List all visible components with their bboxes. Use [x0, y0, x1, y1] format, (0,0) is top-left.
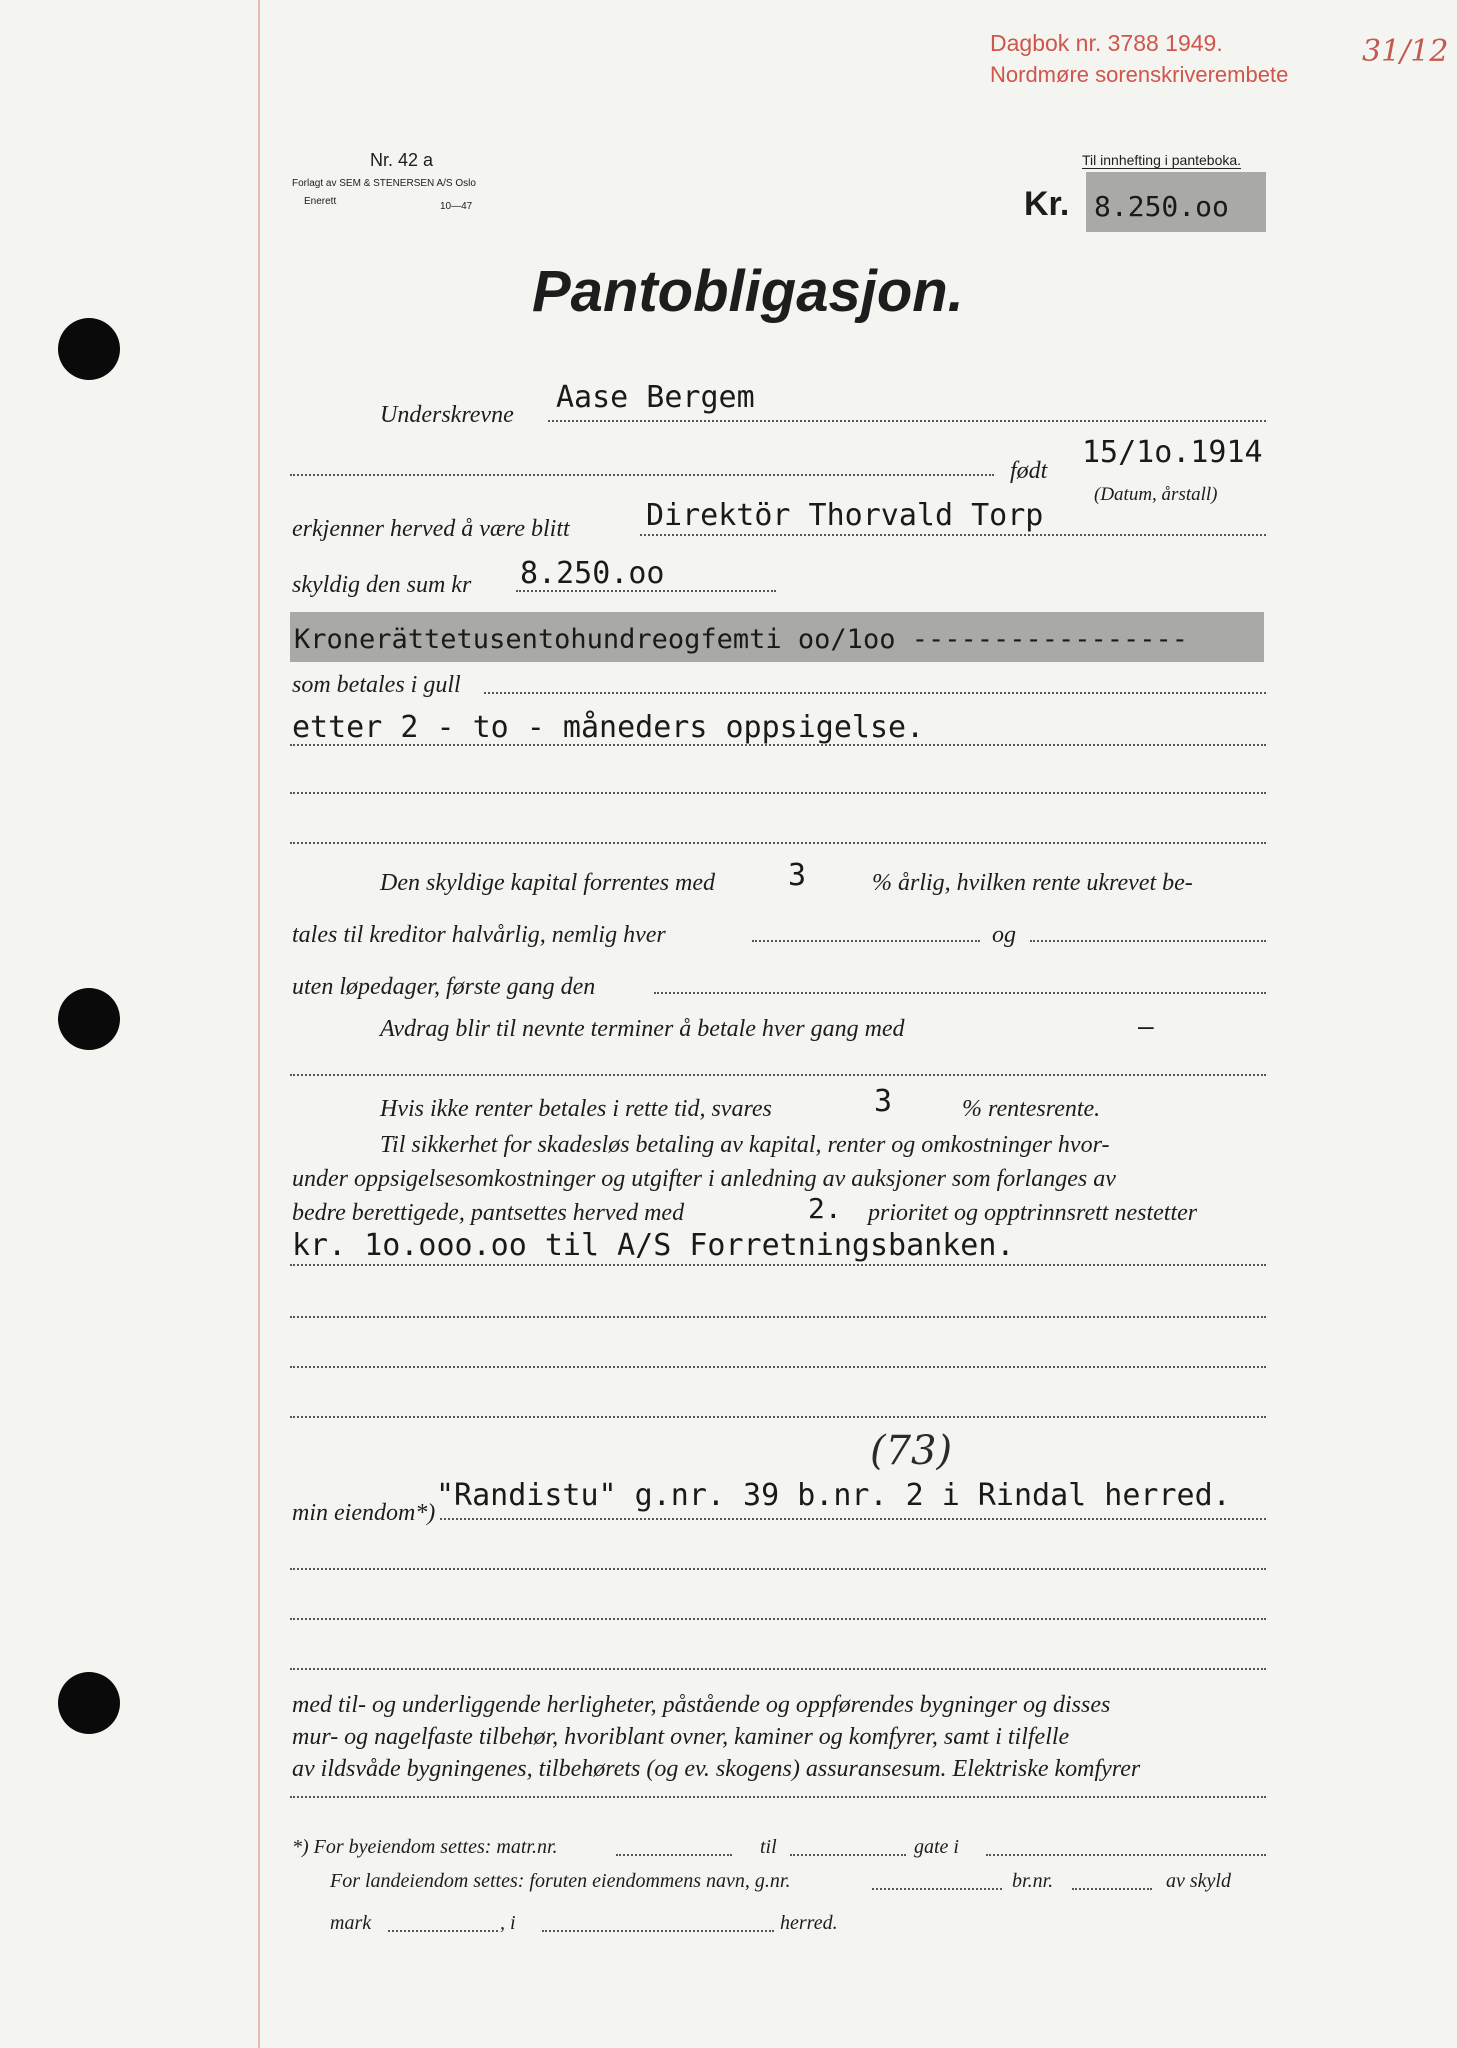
dotted-line	[290, 744, 1266, 746]
binder-hole	[58, 988, 120, 1050]
creditor-name: Direktör Thorvald Torp	[646, 498, 1044, 533]
payable-and: og	[992, 922, 1016, 948]
rights-line: med til- og underliggende herligheter, påstående og oppførendes bygninger og disses	[292, 1692, 1111, 1718]
dotted-line	[290, 1074, 1266, 1076]
footnote-line: , i	[500, 1912, 516, 1934]
payable-label: tales til kreditor halvårlig, nemlig hver	[292, 922, 666, 948]
dotted-line	[290, 1366, 1266, 1368]
publisher-line: Forlagt av SEM & STENERSEN A/S Oslo	[292, 178, 476, 189]
property-label: min eiendom*)	[292, 1500, 436, 1526]
kr-label: Kr.	[1024, 185, 1070, 223]
publisher-date: 10—47	[440, 201, 473, 212]
dotted-line	[290, 792, 1266, 794]
publisher-enerett: Enerett	[304, 196, 337, 207]
undersigned-label: Underskrevne	[380, 402, 514, 428]
margin-note: 31/12	[1362, 34, 1449, 69]
handwritten-note: (73)	[870, 1428, 953, 1474]
dotted-line	[290, 1618, 1266, 1620]
interest-label: Den skyldige kapital forrentes med	[380, 870, 716, 896]
dotted-line	[790, 1854, 906, 1856]
binder-hole	[58, 1672, 120, 1734]
document-title: Pantobligasjon.	[532, 259, 964, 324]
office-stamp: Nordmøre sorenskriverembete	[990, 62, 1289, 87]
footnote-line: av skyld	[1166, 1870, 1231, 1892]
dotted-line	[440, 1518, 1266, 1520]
dagbok-stamp: Dagbok nr. 3788 1949.	[990, 30, 1223, 56]
dotted-line	[1030, 940, 1266, 942]
dotted-line	[752, 940, 980, 942]
gold-label: som betales i gull	[292, 672, 461, 698]
footnote-line: herred.	[780, 1912, 838, 1934]
dotted-line	[548, 420, 1266, 422]
payment-terms: etter 2 - to - måneders oppsigelse.	[292, 710, 925, 745]
property-description: "Randistu" g.nr. 39 b.nr. 2 i Rindal herred.	[436, 1478, 1231, 1513]
acknowledges-label: erkjenner herved å være blitt	[292, 516, 570, 542]
security-line: under oppsigelsesomkostninger og utgifter i anledning av auksjoner som forlanges av	[292, 1166, 1116, 1192]
binder-hole	[58, 318, 120, 380]
date-hint: (Datum, årstall)	[1094, 484, 1218, 505]
dotted-line	[542, 1930, 774, 1932]
installments-label: Avdrag blir til nevnte terminer å betale hver gang med	[380, 1016, 905, 1042]
dotted-line	[290, 1568, 1266, 1570]
dotted-line	[290, 1668, 1266, 1670]
dotted-line	[640, 534, 1266, 536]
installment-value: —	[1138, 1012, 1154, 1042]
late-interest-label: Hvis ikke renter betales i rette tid, svares	[380, 1096, 772, 1122]
interest-rate: 3	[788, 858, 807, 893]
priority-value: 2.	[808, 1192, 842, 1225]
security-line: prioritet og opptrinnsrett nestetter	[868, 1200, 1198, 1226]
dotted-line	[290, 1796, 1266, 1798]
margin-line	[258, 0, 260, 2048]
rights-line: mur- og nagelfaste tilbehør, hvoriblant ovner, kaminer og komfyrer, samt i tilfelle	[292, 1724, 1070, 1750]
dotted-line	[1072, 1888, 1152, 1890]
footnote-line: mark	[330, 1912, 372, 1934]
dotted-line	[290, 1416, 1266, 1418]
rights-line: av ildsvåde bygningenes, tilbehørets (og ev. skogens) assuransesum. Elektriske komfyrer	[292, 1756, 1141, 1782]
prior-lien: kr. 1o.ooo.oo til A/S Forretningsbanken.	[292, 1228, 1015, 1263]
dotted-line	[986, 1854, 1266, 1856]
footnote-line: til	[760, 1836, 777, 1858]
dotted-line	[388, 1930, 498, 1932]
security-line: Til sikkerhet for skadesløs betaling av kapital, renter og omkostninger hvor-	[380, 1132, 1110, 1158]
dotted-line	[290, 474, 994, 476]
footnote-line: br.nr.	[1012, 1870, 1054, 1892]
born-label: født	[1010, 458, 1048, 484]
binding-note: Til innhefting i panteboka.	[1082, 152, 1242, 168]
footnote-line: *) For byeiendom settes: matr.nr.	[292, 1836, 558, 1858]
birth-date: 15/1o.1914	[1082, 435, 1263, 470]
dotted-line	[616, 1854, 732, 1856]
footnote-line: gate i	[914, 1836, 959, 1858]
late-interest-rate: 3	[874, 1084, 893, 1119]
security-line: bedre berettigede, pantsettes herved med	[292, 1200, 685, 1226]
interest-label-end: % årlig, hvilken rente ukrevet be-	[872, 870, 1193, 896]
dotted-line	[654, 992, 1266, 994]
owes-label: skyldig den sum kr	[292, 572, 472, 598]
first-time-label: uten løpedager, første gang den	[292, 974, 596, 1000]
amount-box-value: 8.250.oo	[1094, 190, 1229, 223]
debtor-name: Aase Bergem	[556, 380, 755, 415]
footnote-line: For landeiendom settes: foruten eiendommens navn, g.nr.	[330, 1870, 791, 1892]
form-number: Nr. 42 a	[370, 150, 434, 170]
dotted-line	[484, 692, 1266, 694]
dotted-line	[872, 1888, 1002, 1890]
debt-amount: 8.250.oo	[520, 556, 665, 591]
dotted-line	[290, 1316, 1266, 1318]
amount-in-words: Kronerättetusentohundreogfemti oo/1oo -----------------	[294, 624, 1189, 655]
dotted-line	[290, 1264, 1266, 1266]
late-interest-label-end: % rentesrente.	[962, 1096, 1101, 1122]
dotted-line	[290, 842, 1266, 844]
